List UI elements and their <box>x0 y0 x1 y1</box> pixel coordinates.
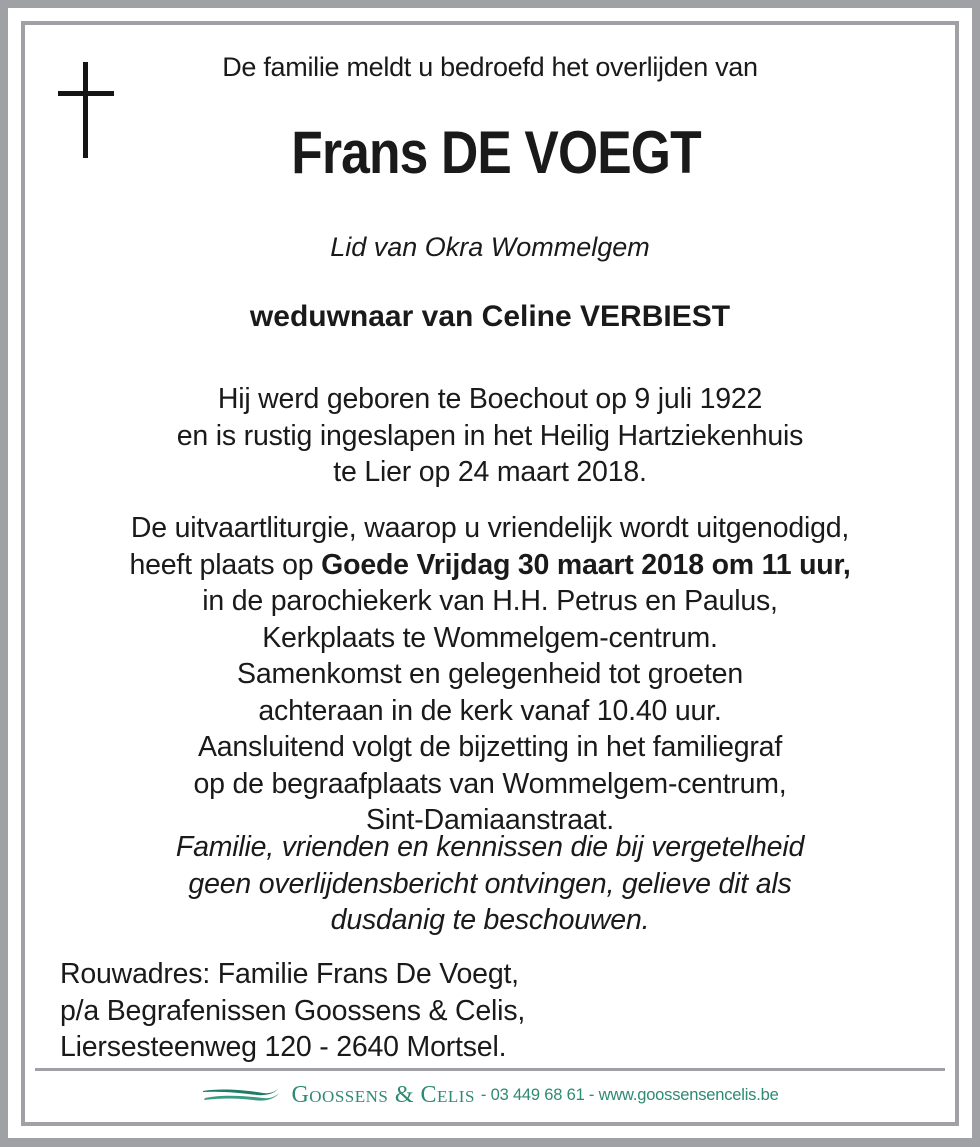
intro-text: De familie meldt u bedroefd het overlijden van <box>222 52 758 82</box>
membership-text: Lid van Okra Wommelgem <box>330 232 650 262</box>
address-block <box>60 956 525 1066</box>
birth-death-block <box>0 381 980 491</box>
funeral-line: Kerkplaats te Wommelgem-centrum. <box>262 621 718 654</box>
address-line: Rouwadres: Familie Frans De Voegt, <box>60 958 519 990</box>
footer <box>0 1078 980 1112</box>
brand-contact: - 03 449 68 61 - www.goossensencelis.be <box>480 1085 779 1104</box>
funeral-line: Samenkomst en gelegenheid tot groeten <box>237 658 743 690</box>
widower-text: weduwnaar van Celine VERBIEST <box>249 300 731 333</box>
brand-name: Goossens & Celis <box>291 1081 475 1108</box>
funeral-line: Sint-Damiaanstraat. <box>365 804 615 836</box>
note-line: geen overlijdensbericht ontvingen, gelieve dit als <box>188 867 792 900</box>
death-line: en is rustig ingeslapen in het Heilig Hartziekenhuis <box>176 419 804 452</box>
funeral-block <box>0 510 980 839</box>
funeral-date-line <box>0 547 980 584</box>
footer-divider <box>35 1068 945 1071</box>
funeral-line: Aansluitend volgt de bijzetting in het familiegraf <box>197 731 783 763</box>
funeral-date-prefix: heeft plaats op <box>129 548 322 581</box>
funeral-line: op de begraafplaats van Wommelgem-centrum, <box>193 767 787 800</box>
address-line: p/a Begrafenissen Goossens & Celis, <box>60 994 526 1027</box>
address-line: Liersesteenweg 120 - 2640 Mortsel. <box>60 1031 507 1063</box>
funeral-line: achteraan in de kerk vanaf 10.40 uur. <box>258 694 722 727</box>
note-line: dusdanig te beschouwen. <box>330 904 650 936</box>
funeral-line: De uitvaartliturgie, waarop u vriendelijk wordt uitgenodigd, <box>130 512 850 544</box>
deceased-name: Frans DE VOEGT <box>291 119 701 186</box>
note-block <box>0 829 980 939</box>
death-place-line: te Lier op 24 maart 2018. <box>333 456 647 488</box>
funeral-date: Goede Vrijdag 30 maart 2018 om 11 uur, <box>321 548 851 581</box>
funeral-line: in de parochiekerk van H.H. Petrus en Paulus, <box>202 585 778 617</box>
birth-line: Hij werd geboren te Boechout op 9 juli 1922 <box>217 383 763 415</box>
wave-logo-icon <box>201 1085 281 1105</box>
note-line: Familie, vrienden en kennissen die bij vergetelheid <box>175 831 805 863</box>
